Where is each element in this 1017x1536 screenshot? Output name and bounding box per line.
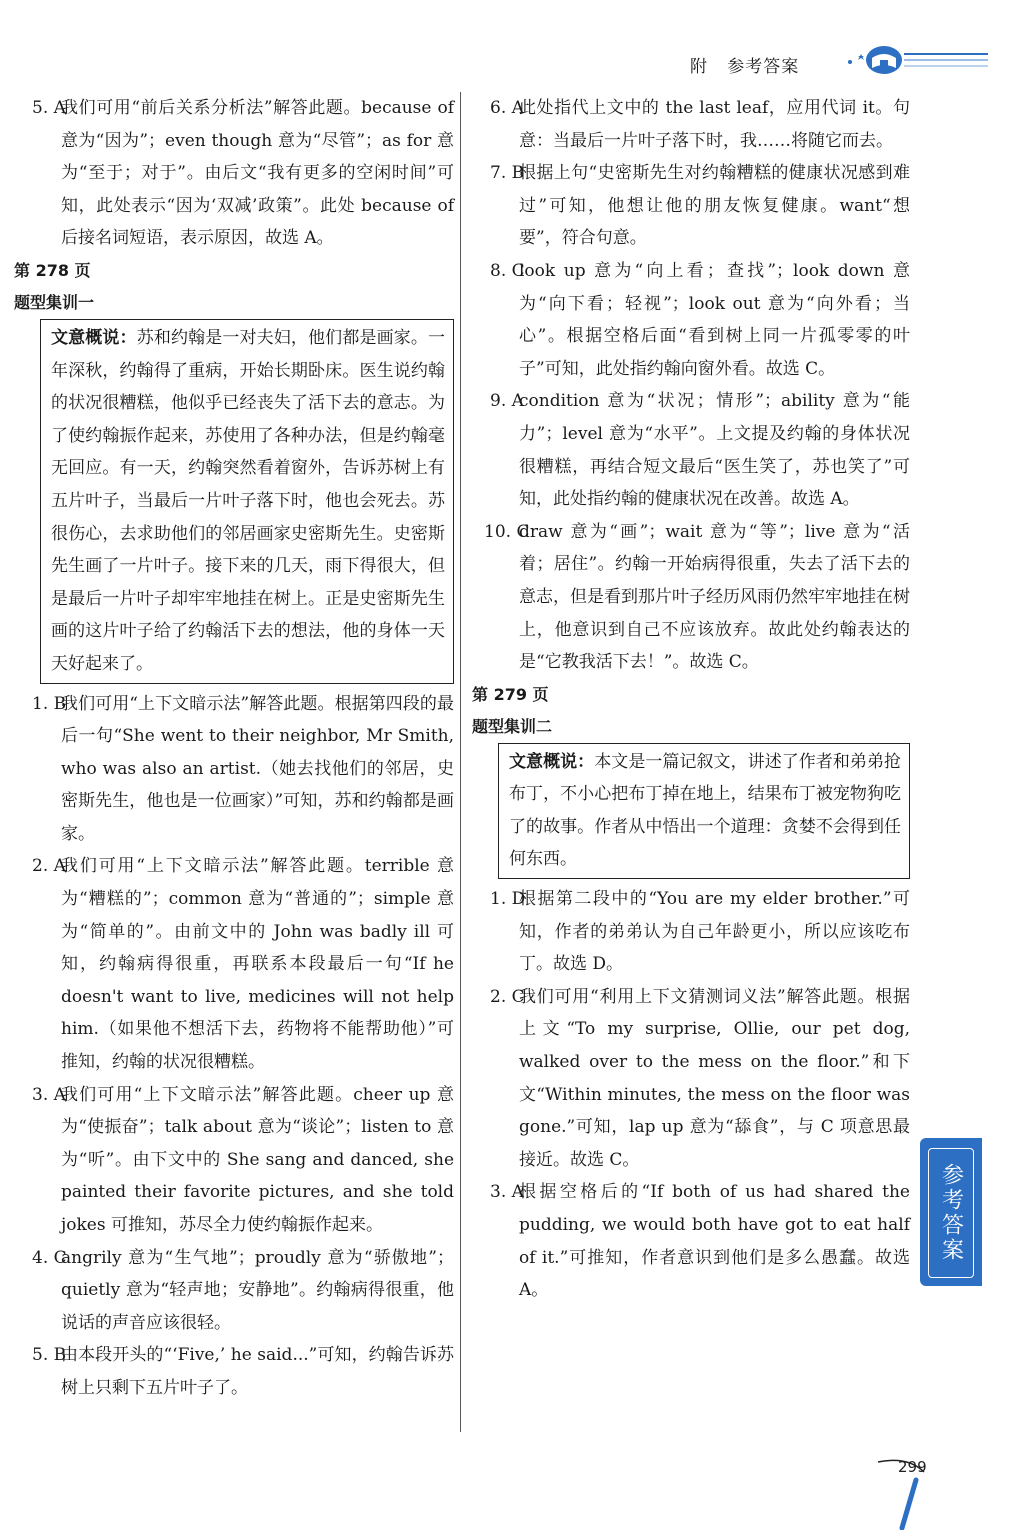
answer-item [472,157,910,255]
header-text [690,52,799,77]
page-header [690,52,990,82]
summary-lead: 文意概说： [509,751,595,772]
answer-explanation: 我们可用“前后关系分析法”解答此题。because of 意为“因为”；even though 意为“尽管”；as for 意为“至于；对于”。由后文“我有更多的空闲时间”可知，此处表示“因为‘双减’政策”。此处 because of 后接名词短语，表示原因，故选 A。 [61,98,454,249]
answer-explanation: look up 意为“向上看；查找”；look down 意为“向下看；轻视”；look out 意为“向外看；当心”。根据空格后面“看到树上同一片孤零零的叶子”可知，此处指约翰向窗外看。故选 C。 [519,260,910,379]
answer-item [472,981,910,1177]
answer-number: 3. A [32,1084,66,1105]
page-number-arc-icon [872,1440,932,1530]
answer-number: 8. C [490,260,525,281]
answer-explanation: draw 意为“画”；wait 意为“等”；live 意为“活着；居住”。约翰一开始病得很重，失去了活下去的意志，但是看到那片叶子经历风雨仍然牢牢地挂在树上，他意识到自己不应该放弃。故此处约翰表达的是“它教我活下去！”。故选 C。 [519,521,910,673]
answer-item [472,883,910,981]
answer-item [14,92,454,255]
answer-number: 3. A [490,1182,524,1203]
answer-number: 9. A [490,391,524,412]
summary-box [40,319,454,684]
summary-box [498,743,910,879]
answer-number: 7. B [490,163,525,184]
side-tab-label: 参考答案 [928,1148,974,1278]
answer-item [14,1079,454,1242]
answer-item [14,1242,454,1340]
summary-text: 本文是一篇记叙文，讲述了作者和弟弟抢布丁，不小心把布丁掉在地上，结果布丁被宠物狗吃了的故事。作者从中悟出一个道理：贪婪不会得到任何东西。 [509,751,902,870]
answer-explanation: 我们可用“上下文暗示法”解答此题。cheer up 意为“使振奋”；talk about 意为“谈论”；listen to 意为“听”。由下文中的 She sang and danced, she painted their favorite pictures, and she told jokes 可推知，苏尽全力使约翰振作起来。 [61,1084,454,1235]
answer-number: 2. A [32,856,66,877]
answer-item [14,850,454,1078]
answer-explanation: 我们可用“上下文暗示法”解答此题。根据第四段的最后一句“She went to their neighbor, Mr Smith, who was also an artist.（她去找他们的邻居，史密斯先生，他也是一位画家）”可知，苏和约翰都是画家。 [61,693,454,844]
answer-number: 4. C [32,1247,67,1268]
answer-number: 2. C [490,986,525,1007]
answer-item [472,92,910,157]
answer-item [472,255,910,385]
answer-explanation: 我们可用“上下文暗示法”解答此题。terrible 意为“糟糕的”；common 意为“普通的”；simple 意为“简单的”。由前文中的 John was badly ill 可知，约翰病得很重，再联系本段最后一句“If he doesn't want to live, medicines will not help him.（如果他不想活下去，药物将不能帮助他）”可推知，约翰的状况很糟糕。 [61,856,454,1073]
answer-explanation: 我们可用“利用上下文猜测词义法”解答此题。根据上文“To my surprise, Ollie, our pet dog, walked over to the mess on the floor.”和下文“Within minutes, the mess on the floor was gone.”可知，lap up 意为“舔食”，与 C 项意思最接近。故选 C。 [519,986,910,1170]
answer-item [472,385,910,515]
answer-item [14,1339,454,1404]
answer-number: 5. B [32,1345,67,1366]
answer-explanation: 由本段开头的“‘Five,’ he said...”可知，约翰告诉苏树上只剩下五片叶子了。 [61,1345,454,1398]
answer-item [472,516,910,679]
answer-number: 5. A [32,98,66,118]
column-divider [460,92,461,1432]
summary-text: 苏和约翰是一对夫妇，他们都是画家。一年深秋，约翰得了重病，开始长期卧床。医生说约翰的状况很糟糕，他似乎已经丧失了活下去的意志。为了使约翰振作起来，苏使用了各种办法，但是约翰毫无回应。有一天，约翰突然看着窗外，告诉苏树上有五片叶子，当最后一片叶子落下时，他也会死去。苏很伤心，去求助他们的邻居画家史密斯先生。史密斯先生画了一片叶子。接下来的几天，雨下得很大，但是最后一片叶子却牢牢地挂在树上。正是史密斯先生画的这片叶子给了约翰活下去的想法，他的身体一天天好起来了。 [51,327,446,674]
left-column [14,92,454,1405]
answer-explanation: angrily 意为“生气地”；proudly 意为“骄傲地”；quietly 意为“轻声地；安静地”。约翰病得很重，他说话的声音应该很轻。 [61,1247,454,1333]
answer-item [14,688,454,851]
book-emblem-icon [840,38,990,82]
answer-number: 6. A [490,98,524,118]
header-title: 参考答案 [727,57,800,77]
section-heading-1: 题型集训一 [14,292,95,312]
answer-explanation: 根据空格后的“If both of us had shared the pudding, we would both have got to eat half of it.”可推知，作者意识到他们是多么愚蠢。故选 A。 [519,1182,910,1301]
side-tab [920,1138,982,1286]
answer-explanation: condition 意为“状况；情形”；ability 意为“能力”；level 意为“水平”。上文提及约翰的身体状况很糟糕，再结合短文最后“医生笑了，苏也笑了”可知，此处指约翰的健康状况在改善。故选 A。 [519,391,910,510]
answer-explanation: 此处指代上文中的 the last leaf，应用代词 it。句意：当最后一片叶子落下时，我……将随它而去。 [519,98,910,151]
summary-lead: 文意概说： [51,327,137,348]
section-heading-2: 题型集训二 [472,716,553,736]
page-heading-279: 第 279 页 [472,684,549,704]
answer-explanation: 根据上句“史密斯先生对约翰糟糕的健康状况感到难过”可知，他想让他的朋友恢复健康。want“想要”，符合句意。 [519,163,910,249]
answer-number: 1. D [490,889,526,910]
right-column [472,92,910,1307]
header-section-label: 附 [690,57,708,77]
answer-number: 1. B [32,693,67,714]
answer-number: 10. C [484,521,530,542]
page-number: 299 [898,1458,927,1476]
answer-explanation: 根据第二段中的“You are my elder brother.”可知，作者的弟弟认为自己年龄更小，所以应该吃布丁。故选 D。 [519,889,910,975]
answer-item [472,1176,910,1306]
page-heading-278: 第 278 页 [14,260,91,280]
